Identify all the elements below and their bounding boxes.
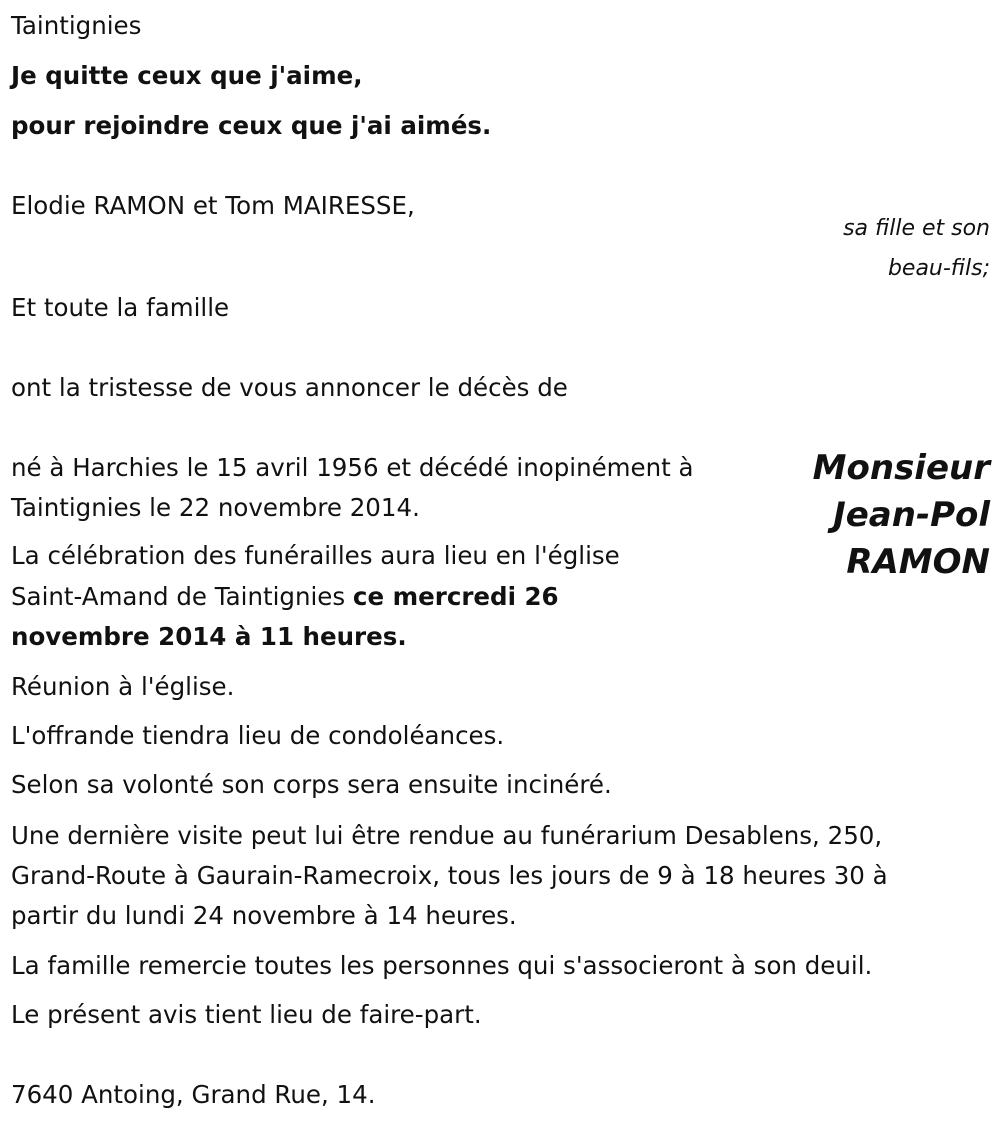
ceremony-line-1: La célébration des funérailles aura lieu en l'église bbox=[11, 541, 620, 570]
quote-line-2: pour rejoindre ceux que j'ai aimés. bbox=[11, 111, 492, 140]
offering-text: L'offrande tiendra lieu de condoléances. bbox=[11, 721, 505, 750]
deceased-first-name: Jean-Pol bbox=[833, 495, 990, 535]
visit-line-1: Une dernière visite peut lui être rendue au funérarium Desablens, 250, bbox=[11, 821, 883, 850]
ceremony-line-2 bbox=[11, 577, 559, 617]
family-others: Et toute la famille bbox=[11, 293, 230, 322]
notice-text: Le présent avis tient lieu de faire-part. bbox=[11, 1000, 482, 1029]
meeting-text: Réunion à l'église. bbox=[11, 672, 235, 701]
deceased-last-name: RAMON bbox=[846, 542, 990, 582]
birth-death-line-1: né à Harchies le 15 avril 1956 et décédé inopinément à bbox=[11, 453, 694, 482]
quote-line-1: Je quitte ceux que j'aime, bbox=[11, 61, 363, 90]
thanks-text: La famille remercie toutes les personnes qui s'associeront à son deuil. bbox=[11, 951, 873, 980]
family-relation-2: beau-fils; bbox=[887, 256, 990, 281]
announcement-text: ont la tristesse de vous annoncer le décès de bbox=[11, 373, 568, 402]
ceremony-line-3: novembre 2014 à 11 heures. bbox=[11, 622, 407, 651]
ceremony-location: Saint-Amand de Taintignies bbox=[11, 582, 353, 611]
visit-line-2: Grand-Route à Gaurain-Ramecroix, tous les jours de 9 à 18 heures 30 à bbox=[11, 861, 888, 890]
city-heading: Taintignies bbox=[11, 11, 142, 40]
birth-death-line-2: Taintignies le 22 novembre 2014. bbox=[11, 493, 420, 522]
family-names: Elodie RAMON et Tom MAIRESSE, bbox=[11, 191, 415, 220]
family-relation-1: sa fille et son bbox=[843, 216, 990, 241]
cremation-text: Selon sa volonté son corps sera ensuite incinéré. bbox=[11, 770, 612, 799]
address-text: 7640 Antoing, Grand Rue, 14. bbox=[11, 1080, 376, 1109]
deceased-title: Monsieur bbox=[812, 448, 990, 488]
ceremony-date: ce mercredi 26 bbox=[352, 582, 559, 611]
visit-line-3: partir du lundi 24 novembre à 14 heures. bbox=[11, 901, 517, 930]
